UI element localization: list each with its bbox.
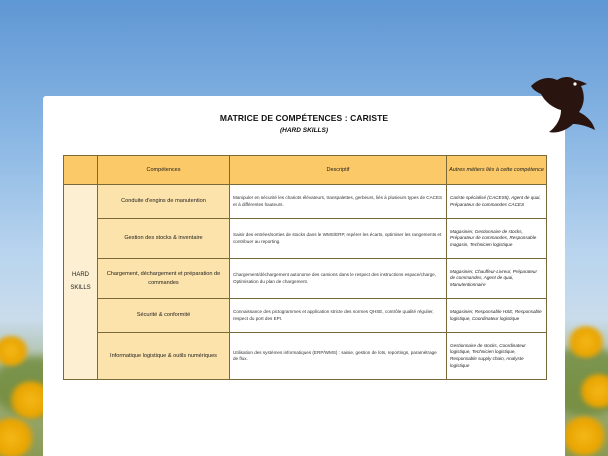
autres-metiers-cell: Magasinier, Responsable HSE, Responsable logistique, Coordinateur logistique — [447, 299, 547, 333]
header-descriptif: Descriptif — [230, 156, 447, 185]
autres-metiers-cell: Magasinier, Chauffeur-Livreur, Préparateur de commandes, Agent de quai, Manutentionnaire — [447, 259, 547, 299]
header-autres-metiers: Autres métiers liés à cette compétence — [447, 156, 547, 185]
table-row — [64, 299, 547, 333]
competence-cell: Gestion des stocks & inventaire — [98, 219, 230, 259]
skills-matrix-table — [63, 155, 547, 380]
table-row — [64, 219, 547, 259]
autres-metiers-cell: Gestionnaire de stocks, Coordinateur logistique, Technicien logistique, Responsable supply chain, Analyste logistique — [447, 333, 547, 380]
table-row — [64, 333, 547, 380]
competence-cell: Chargement, déchargement et préparation de commandes — [98, 259, 230, 299]
competence-cell: Sécurité & conformité — [98, 299, 230, 333]
group-label-hard-skills: HARD SKILLS — [64, 185, 98, 380]
header-empty-cell — [64, 156, 98, 185]
descriptif-cell: Chargement/déchargement autonome des camions dans le respect des instructions espace/charge, Optimisation du plan de chargement. — [230, 259, 447, 299]
competence-cell: Informatique logistique & outils numériques — [98, 333, 230, 380]
document-sheet — [43, 96, 565, 456]
descriptif-cell: Manipuler en sécurité les chariots élévateurs, transpalettes, gerbeurs, liés à plusieurs types de CACES et à différentes hauteurs. — [230, 185, 447, 219]
descriptif-cell: Connaissance des pictogrammes et application stricte des normes QHSE, contrôle qualité régulier, respect du port des EPI. — [230, 299, 447, 333]
table-row — [64, 185, 547, 219]
table-row — [64, 259, 547, 299]
autres-metiers-cell: Magasinier, Gestionnaire de stocks, Préparateur de commandes, Responsable magasin, Technicien logistique — [447, 219, 547, 259]
document-title: MATRICE DE COMPÉTENCES : CARISTE — [219, 113, 389, 123]
descriptif-cell: Saisir des entrées/sorties de stocks dans le WMS/ERP, repérer les écarts, optimiser les rangements et contribuer au reporting. — [230, 219, 447, 259]
document-subtitle: (HARD SKILLS) — [279, 127, 329, 134]
competence-cell: Conduite d'engins de manutention — [98, 185, 230, 219]
header-competences: Compétences — [98, 156, 230, 185]
autres-metiers-cell: Cariste spécialisé (CACES5), Agent de quai, Préparateur de commandes CACES — [447, 185, 547, 219]
bird-icon — [527, 72, 597, 142]
descriptif-cell: Utilisation des systèmes informatiques (ERP/WMS) : saisie, gestion de lots, reportings, paramétrage de flux. — [230, 333, 447, 380]
table-header-row — [64, 156, 547, 185]
